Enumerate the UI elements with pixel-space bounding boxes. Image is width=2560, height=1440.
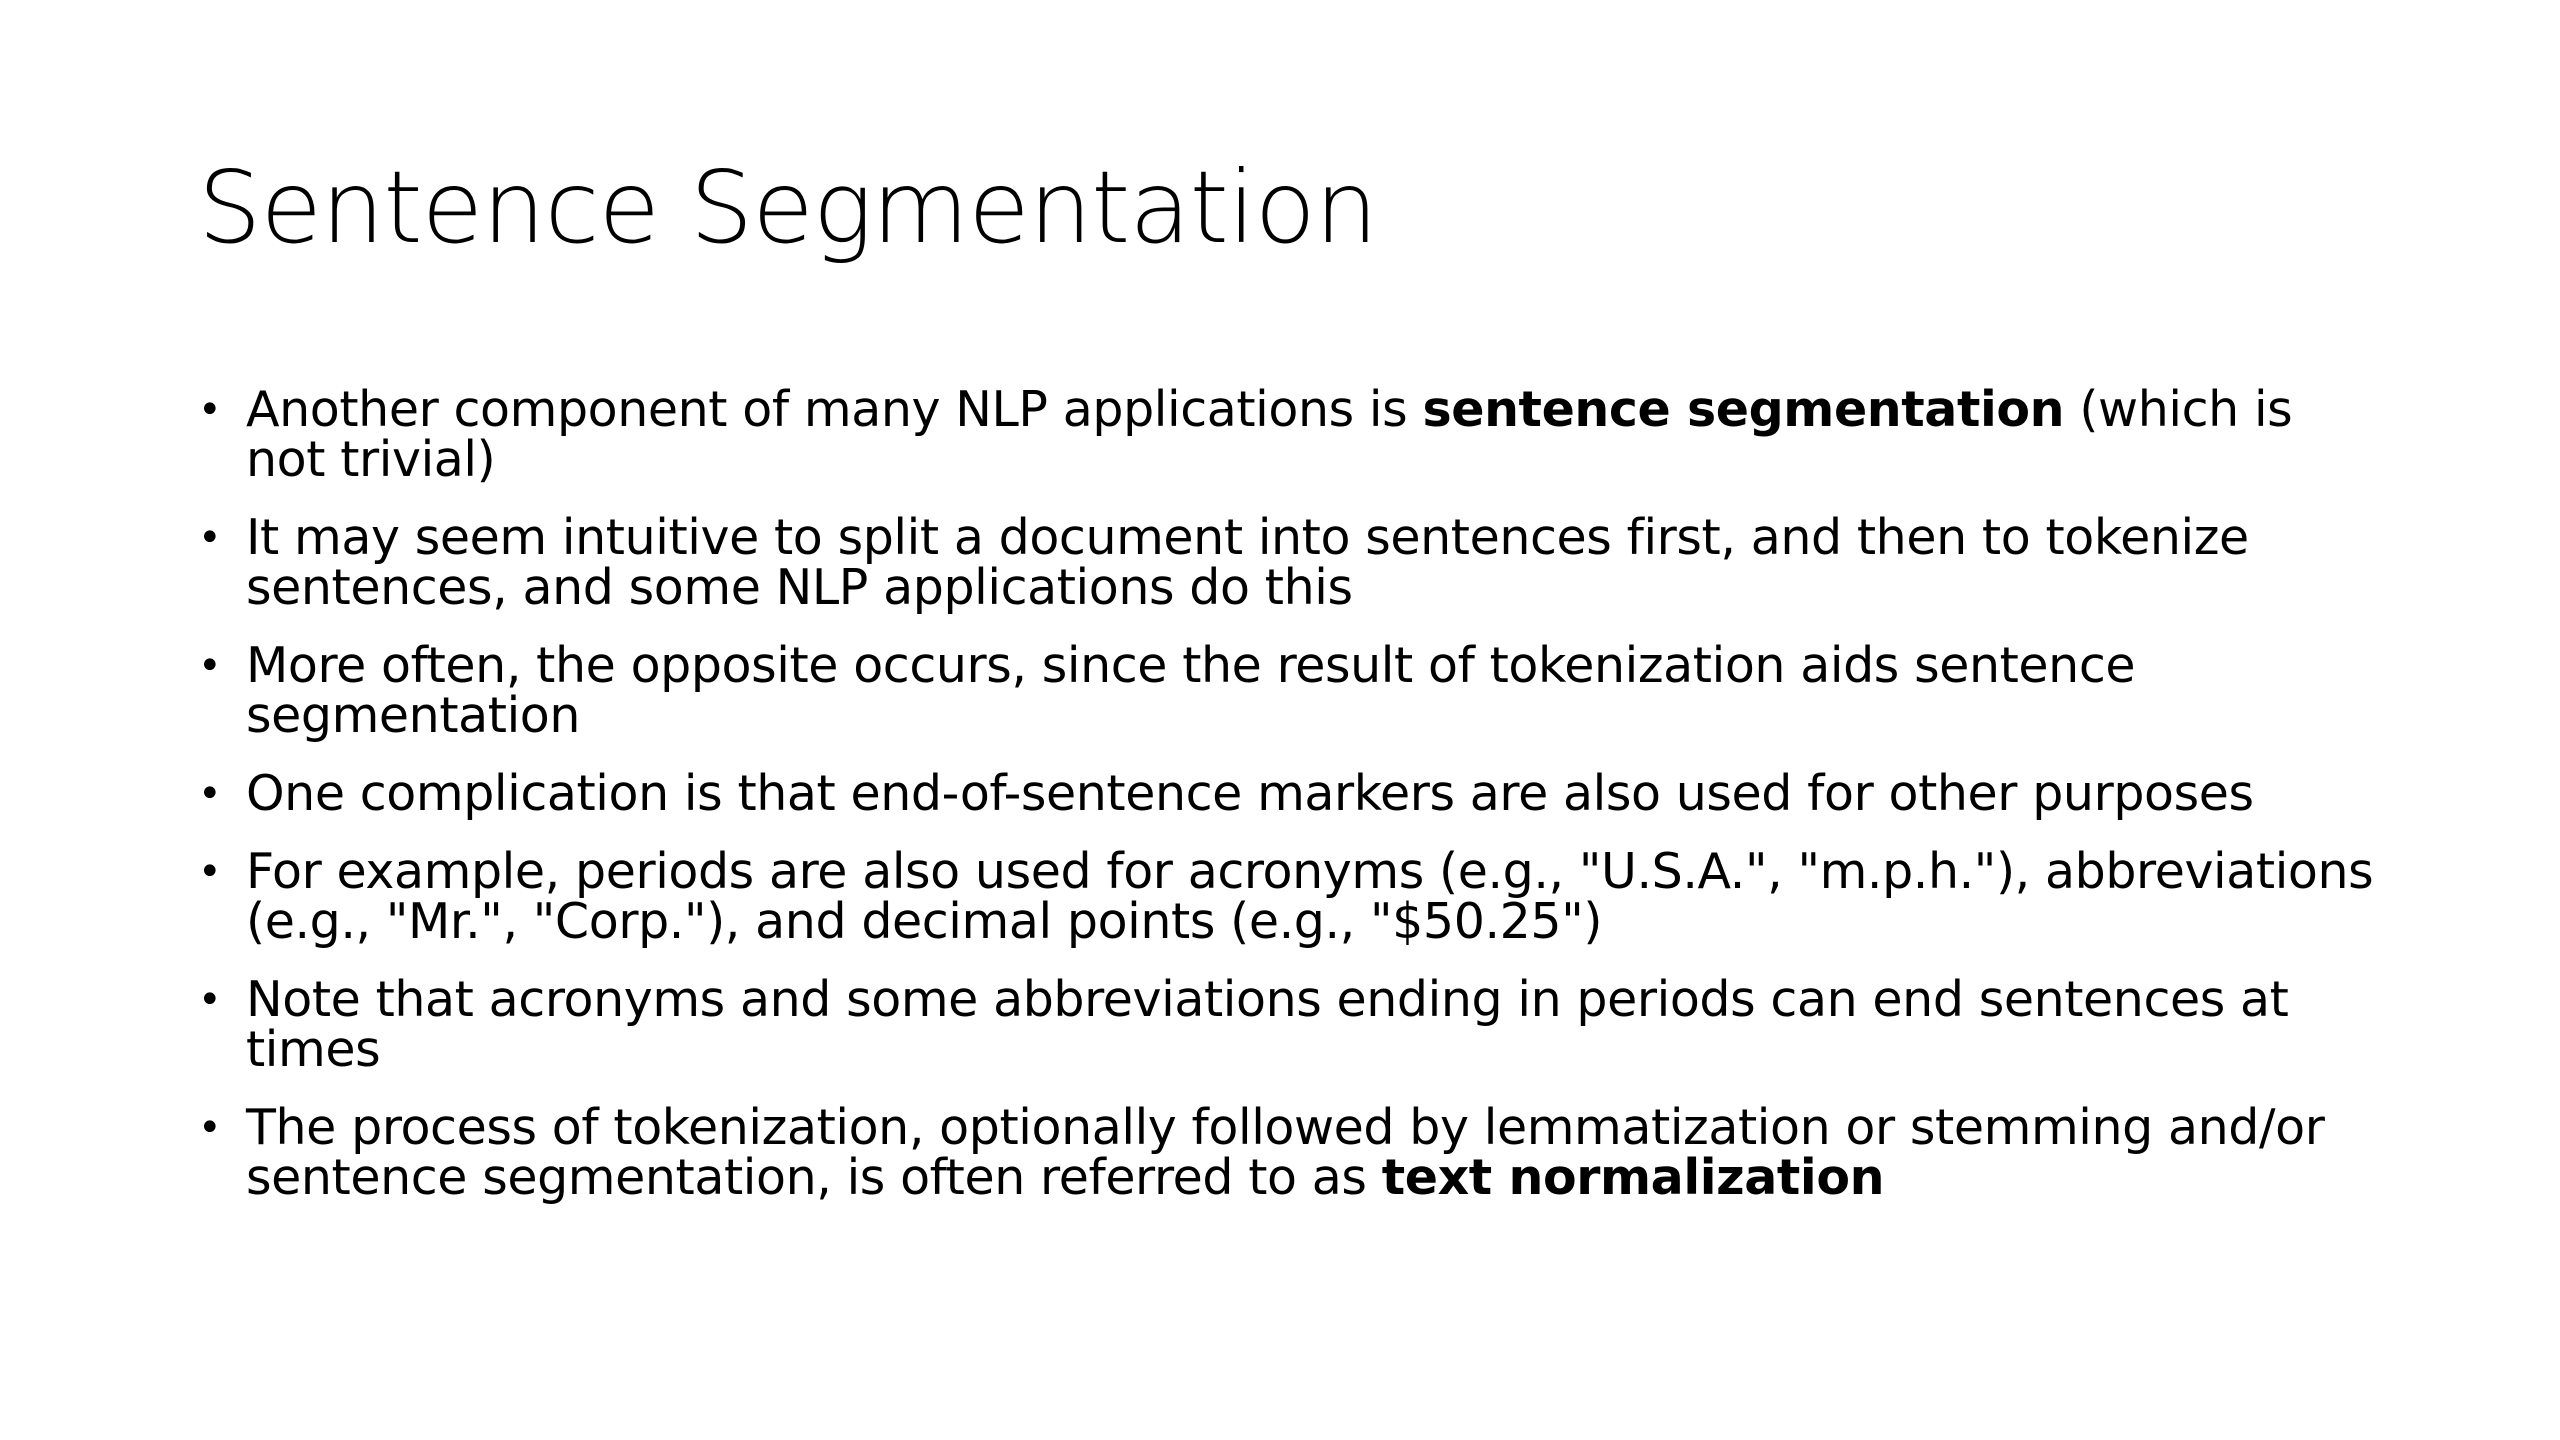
bullet-item bbox=[198, 637, 2378, 744]
bullet-item bbox=[198, 765, 2378, 822]
bullet-marker: • bbox=[198, 849, 222, 895]
slide-title: Sentence Segmentation bbox=[198, 149, 1378, 266]
bullet-text-tail: (which is not trivial) bbox=[246, 381, 2293, 488]
bullet-item bbox=[198, 1099, 2378, 1206]
bullet-item bbox=[198, 843, 2378, 950]
bullet-item bbox=[198, 509, 2378, 616]
bold-term: sentence segmentation bbox=[1422, 381, 2065, 438]
bullet-text: The process of tokenization, optionally followed by lemmatization or stemming and/or sentence segmentation, is often referred to as bbox=[246, 1099, 2325, 1206]
bullet-item bbox=[198, 971, 2378, 1078]
bullet-list bbox=[198, 381, 2378, 1231]
bullet-marker: • bbox=[198, 1105, 222, 1151]
bullet-marker: • bbox=[198, 643, 222, 689]
bullet-marker: • bbox=[198, 771, 222, 817]
bullet-text: Note that acronyms and some abbreviations ending in periods can end sentences at times bbox=[246, 971, 2289, 1078]
bold-term: text normalization bbox=[1381, 1149, 1885, 1206]
bullet-text: Another component of many NLP applications is bbox=[246, 381, 1423, 438]
bullet-marker: • bbox=[198, 977, 222, 1023]
bullet-marker: • bbox=[198, 515, 222, 561]
bullet-text: One complication is that end-of-sentence markers are also used for other purposes bbox=[246, 765, 2254, 822]
bullet-marker: • bbox=[198, 387, 222, 433]
bullet-text: More often, the opposite occurs, since the result of tokenization aids sentence segmentation bbox=[246, 637, 2136, 744]
bullet-text: For example, periods are also used for acronyms (e.g., "U.S.A.", "m.p.h."), abbreviations (e.g., "Mr.", "Corp."), and decimal points (e.g., "$50.25") bbox=[246, 843, 2374, 950]
bullet-text: It may seem intuitive to split a document into sentences first, and then to tokenize sentences, and some NLP applications do this bbox=[246, 509, 2249, 616]
bullet-item bbox=[198, 381, 2378, 488]
